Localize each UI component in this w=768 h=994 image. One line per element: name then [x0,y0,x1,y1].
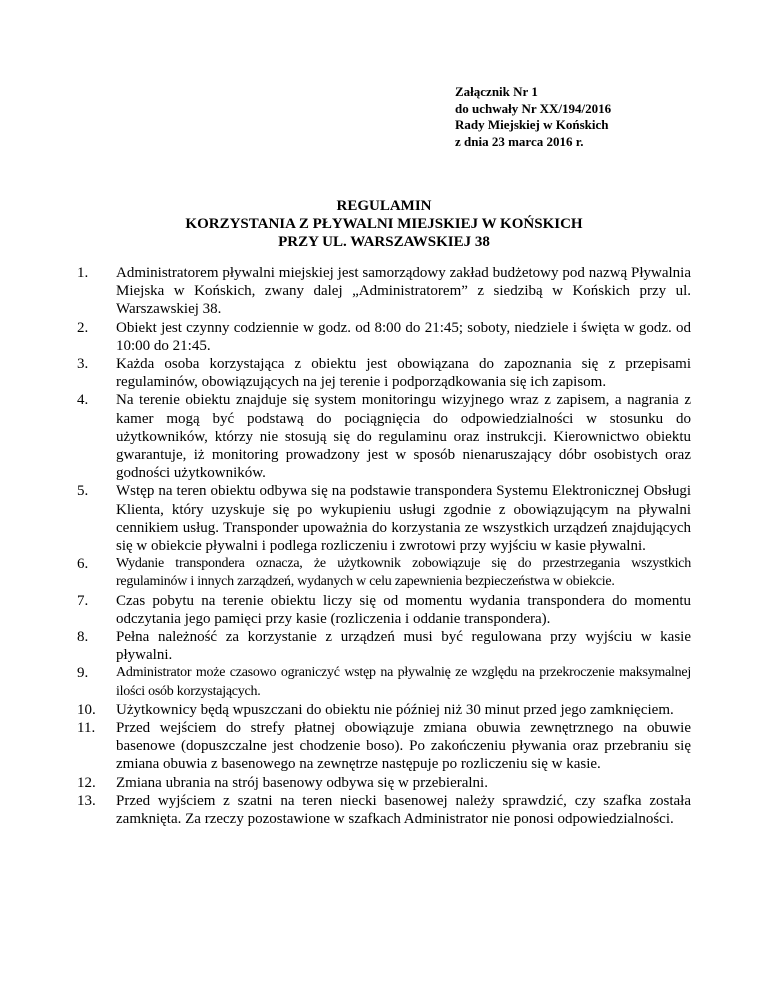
rule-number: 2. [77,319,89,336]
rule-text: Wstęp na teren obiektu odbywa się na podstawie transpondera Systemu Elektronicznej Obsługi Klienta, który uzyskuje się po wykupieniu usługi zgodnie z obowiązującym na pływalni cennikiem usług. Transponder upoważnia do korzystania ze wszystkich urządzeń znajdujących się w obiekcie pływalni i podlega rozliczeniu i zwrotowi przy wyjściu w kasie pływalni. [116,483,691,555]
rule-text: Przed wejściem do strefy płatnej obowiązuje zmiana obuwia zewnętrznego na obuwie basenowe (dopuszczalne jest chodzenie boso). Po zakończeniu pływania oraz przebraniu się zmiana obuwia z basenowego na zewnętrze następuje po rozliczeniu się w kasie. [116,720,691,773]
rule-number: 1. [77,265,89,281]
rule-item [77,628,691,664]
title-line: KORZYSTANIA Z PŁYWALNI MIEJSKIEJ W KOŃSKICH [185,216,583,232]
rule-text: Przed wyjściem z szatni na teren niecki basenowej należy sprawdzić, czy szafka została zamknięta. Za rzeczy pozostawione w szafkach Administrator nie ponosi odpowiedzialności. [116,792,691,828]
rule-item [77,774,691,792]
rule-number: 4. [77,392,89,409]
rule-item [77,664,691,700]
rule-item [77,482,691,555]
rule-item [77,391,691,482]
annex-line: Rady Miejskiej w Końskich [455,117,609,132]
rule-item [77,355,691,391]
title-line: PRZY UL. WARSZAWSKIEJ 38 [278,234,490,250]
rule-item [77,264,691,319]
rule-text: Pełna należność za korzystanie z urządzeń musi być regulowana przy wyjściu w kasie pływalni. [116,629,691,664]
rule-text: Administrator może czasowo ograniczyć wstęp na pływalnię ze względu na przekroczenie maksymalnej ilości osób korzystających. [116,665,691,699]
rule-number: 3. [77,356,89,373]
rule-number: 8. [77,629,89,646]
rule-item [77,792,691,828]
rule-item [77,592,691,628]
annex-line: z dnia 23 marca 2016 r. [455,133,584,149]
rule-text: Wydanie transpondera oznacza, że użytkownik zobowiązuje się do przestrzegania wszystkich regulaminów i innych zarządzeń, wydanych w celu zapewnienia bezpieczeństwa w obiekcie. [116,556,691,590]
rule-number: 12. [77,774,96,791]
rules-list [77,264,691,828]
rule-number: 6. [77,556,89,573]
rule-text: Zmiana ubrania na strój basenowy odbywa się w przebieralni. [116,774,488,791]
document-title [0,197,768,251]
rule-number: 10. [77,701,96,718]
rule-text: Czas pobytu na terenie obiektu liczy się od momentu wydania transpondera do momentu odczytania jego pamięci przy kasie (rozliczenia i oddanie transpondera). [116,592,691,627]
rule-number: 13. [77,792,96,809]
rule-text: Obiekt jest czynny codziennie w godz. od 8:00 do 21:45; soboty, niedziele i święta w godz. od 10:00 do 21:45. [116,319,691,354]
annex-note [455,84,611,150]
rule-text: Administratorem pływalni miejskiej jest samorządowy zakład budżetowy pod nazwą Pływalnia Miejska w Końskich, zwany dalej „Administratorem” z siedzibą w Końskich przy ul. Warszawskiej 38. [116,265,691,318]
rule-text: Użytkownicy będą wpuszczani do obiektu nie później niż 30 minut przed jego zamknięciem. [116,701,674,718]
rule-number: 9. [77,665,89,682]
rule-number: 5. [77,483,89,500]
title-line: REGULAMIN [336,198,432,214]
rule-text: Na terenie obiektu znajduje się system monitoringu wizyjnego wraz z zapisem, a nagrania z kamer mogą być podstawą do pociągnięcia do odpowiedzialności w stosunku do użytkowników, którzy nie stosują się do regulaminu oraz instrukcji. Kierownictwo obiektu gwarantuje, iż monitoring prowadzony jest w sposób nienaruszający dóbr osobistych oraz godności użytkowników. [116,392,691,482]
annex-line: do uchwały Nr XX/194/2016 [455,100,612,116]
annex-line: Załącznik Nr 1 [455,84,538,99]
rule-number: 7. [77,592,89,609]
rule-number: 11. [77,720,96,737]
rule-text: Każda osoba korzystająca z obiektu jest obowiązana do zapoznania się z przepisami regulaminów, obowiązujących na jej terenie i podporządkowania się ich zapisom. [116,356,691,391]
rule-item [77,555,691,591]
rule-item [77,719,691,774]
rule-item [77,319,691,355]
rule-item [77,701,691,719]
